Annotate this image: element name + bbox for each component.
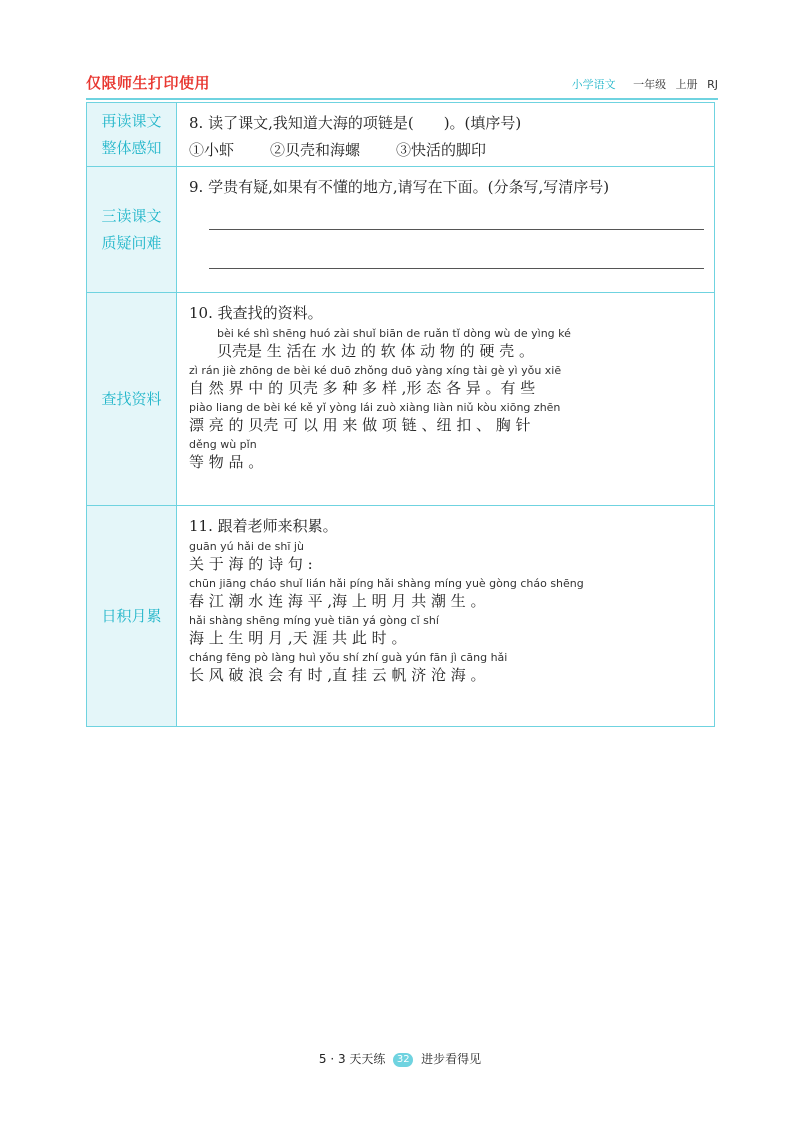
question-cell [177,167,714,292]
question-cell [177,103,714,166]
pinyin-line: cháng fēng pò làng huì yǒu shí zhí guà yún fān jì cāng hǎi [189,651,508,664]
row-reread-overall [87,103,714,167]
pinyin-line: hǎi shàng shēng míng yuè tiān yá gòng cǐ shí [189,614,439,627]
book-info [566,76,718,92]
question-cell [177,293,714,505]
row-find-info [87,293,714,506]
hanzi-line: 春 江 潮 水 连 海 平 ,海 上 明 月 共 潮 生 。 [189,592,486,610]
options-list [189,139,704,160]
row-daily-accumulation [87,506,714,726]
hanzi-line: 等 物 品 。 [189,453,264,471]
category-label: 日积月累 [87,506,177,726]
category-label: 查找资料 [87,293,177,505]
category-label: 再读课文 整体感知 [87,103,177,166]
footer-series: 5 · 3 天天练 [318,1052,386,1066]
question-10: 10. 我查找的资料。 [189,304,323,322]
exercise-table [86,102,715,727]
hanzi-line: 长 风 破 浪 会 有 时 ,直 挂 云 帆 济 沧 海 。 [189,666,486,684]
pinyin-line: zì rán jiè zhōng de bèi ké duō zhǒng duō yàng xíng tài gè yì yǒu xiē [189,364,562,377]
pinyin-line: chūn jiāng cháo shuǐ lián hǎi píng hǎi shàng míng yuè gòng cháo shēng [189,577,584,590]
question-8: 8. 读了课文,我知道大海的项链是( )。(填序号) [189,114,522,132]
header-divider [86,98,718,100]
hanzi-line: 自 然 界 中 的 贝壳 多 种 多 样 ,形 态 各 异 。有 些 [189,379,536,397]
print-notice: 仅限师生打印使用 [86,74,211,92]
pinyin-line: piào liang de bèi ké kě yǐ yòng lái zuò xiàng liàn niǔ kòu xiōng zhēn [189,401,561,414]
hanzi-line: 贝壳是 生 活在 水 边 的 软 体 动 物 的 硬 壳 。 [217,342,534,360]
category-label: 三读课文 质疑问难 [87,167,177,292]
hanzi-line: 海 上 生 明 月 ,天 涯 共 此 时 。 [189,629,407,647]
answer-line-1[interactable] [209,229,704,230]
question-cell [177,506,714,726]
option-2[interactable]: ②贝壳和海螺 [270,141,361,159]
volume-label: 上册 [675,78,698,91]
hanzi-line: 漂 亮 的 贝壳 可 以 用 来 做 项 链 、纽 扣 、 胸 针 [189,416,531,434]
question-11: 11. 跟着老师来积累。 [189,517,338,535]
pinyin-line: děng wù pǐn [189,438,257,451]
page-header [86,70,718,96]
subject-label: 小学语文 [571,78,616,91]
footer-slogan: 进步看得见 [421,1052,482,1066]
hanzi-line: 关 于 海 的 诗 句 : [189,555,313,573]
pinyin-line: bèi ké shì shēng huó zài shuǐ biān de ruǎn tǐ dòng wù de yìng ké [217,327,571,340]
grade-label: 一年级 [633,78,667,91]
row-question-doubts [87,167,714,293]
option-1[interactable]: ①小虾 [189,141,235,159]
page-footer [0,1050,800,1067]
option-3[interactable]: ③快活的脚印 [396,141,487,159]
edition-label: RJ [707,78,718,91]
pinyin-line: guān yú hǎi de shī jù [189,540,304,553]
question-9: 9. 学贵有疑,如果有不懂的地方,请写在下面。(分条写,写清序号) [189,178,610,196]
page-number: 32 [393,1053,413,1067]
answer-line-2[interactable] [209,268,704,269]
